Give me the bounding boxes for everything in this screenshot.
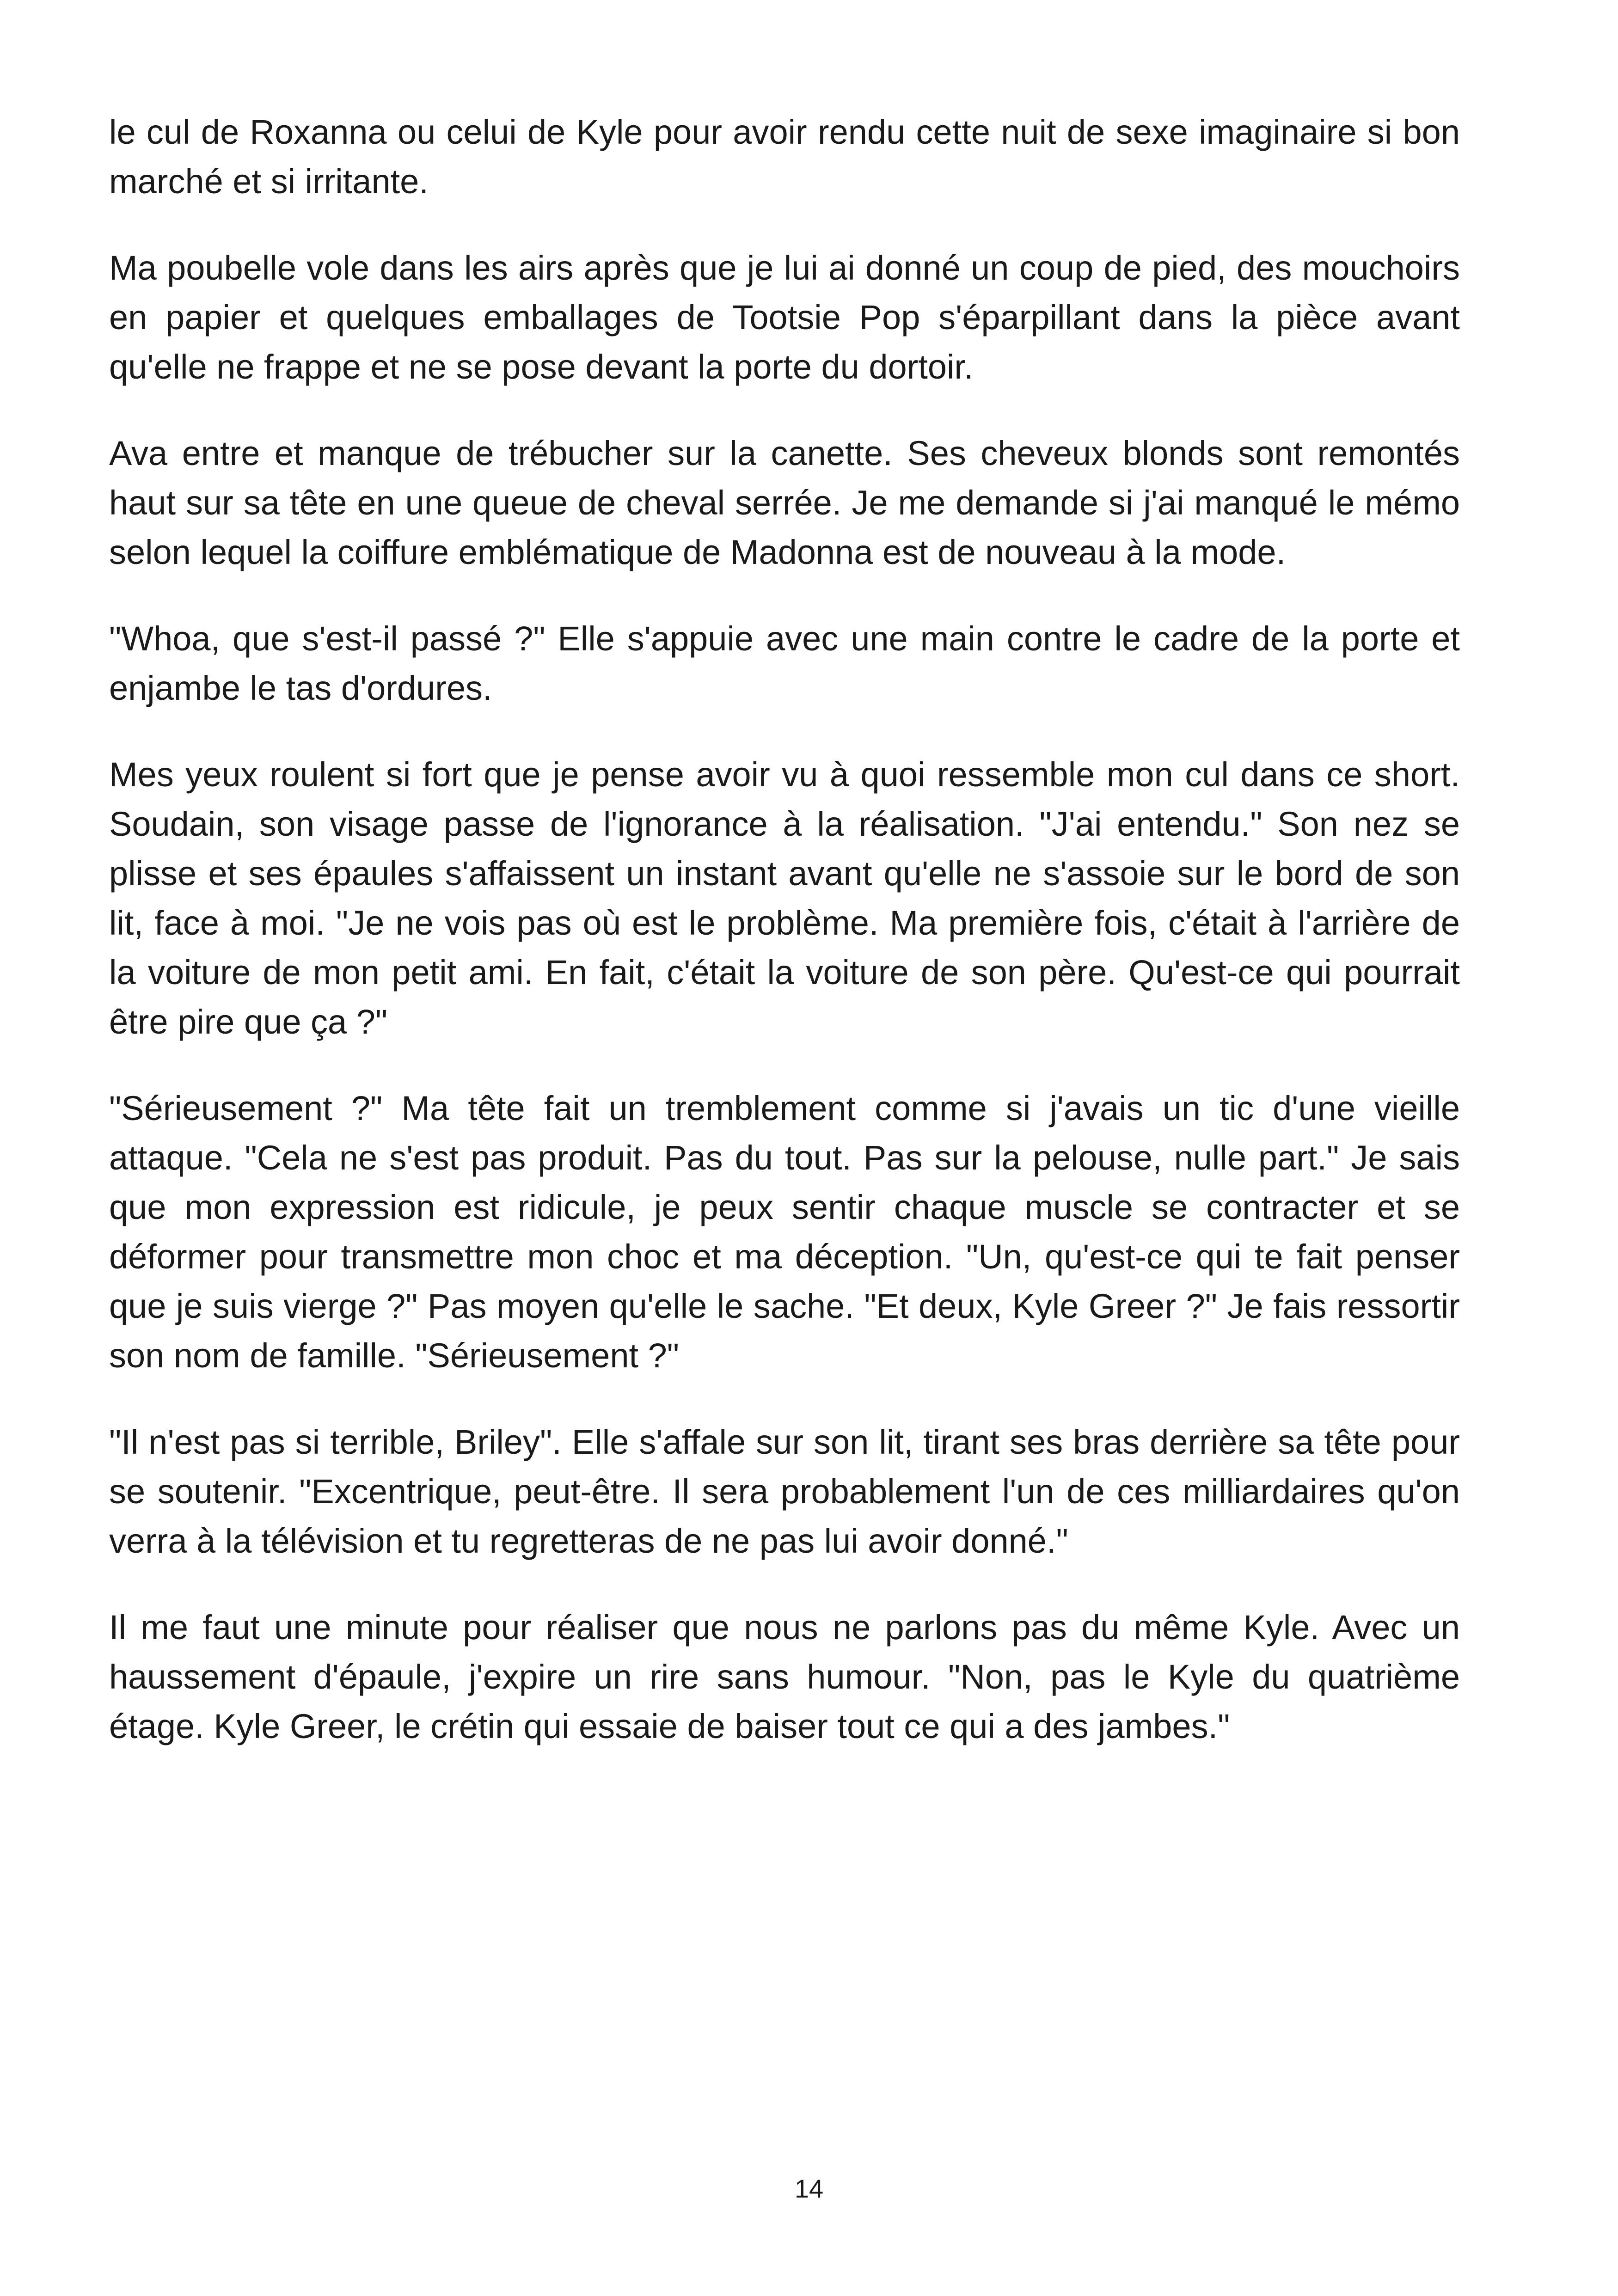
body-text: [109, 107, 1460, 1788]
paragraph: Ma poubelle vole dans les airs après que je lui ai donné un coup de pied, des mouchoirs en papier et quelques emballages de Tootsie Pop s'éparpillant dans la pièce avant qu'elle ne frappe et ne se pose devant la porte du dortoir.: [109, 249, 1460, 386]
paragraph: Il me faut une minute pour réaliser que nous ne parlons pas du même Kyle. Avec un haussement d'épaule, j'expire un rire sans humour. "Non, pas le Kyle du quatrième étage. Kyle Greer, le crétin qui essaie de baiser tout ce qui a des jambes.": [109, 1608, 1460, 1745]
paragraph: "Il n'est pas si terrible, Briley". Elle s'affale sur son lit, tirant ses bras derrière sa tête pour se soutenir. "Excentrique, peut-être. Il sera probablement l'un de ces milliardaires qu'on verra à la télévision et tu regretteras de ne pas lui avoir donné.": [109, 1423, 1460, 1560]
paragraph: Mes yeux roulent si fort que je pense avoir vu à quoi ressemble mon cul dans ce short. Soudain, son visage passe de l'ignorance à la réalisation. "J'ai entendu." Son nez se plisse et ses épaules s'affaissent un instant avant qu'elle ne s'assoie sur le bord de son lit, face à moi. "Je ne vois pas où est le problème. Ma première fois, c'était à l'arrière de la voiture de mon petit ami. En fait, c'était la voiture de son père. Qu'est-ce qui pourrait être pire que ça ?": [109, 755, 1460, 1041]
page-number: 14: [794, 2174, 824, 2203]
paragraph: "Sérieusement ?" Ma tête fait un tremblement comme si j'avais un tic d'une vieille attaque. "Cela ne s'est pas produit. Pas du tout. Pas sur la pelouse, nulle part." Je sais que mon expression est ridicule, je peux sentir chaque muscle se contracter et se déformer pour transmettre mon choc et ma déception. "Un, qu'est-ce qui te fait penser que je suis vierge ?" Pas moyen qu'elle le sache. "Et deux, Kyle Greer ?" Je fais ressortir son nom de famille. "Sérieusement ?": [109, 1089, 1460, 1375]
paragraph: Ava entre et manque de trébucher sur la canette. Ses cheveux blonds sont remontés haut sur sa tête en une queue de cheval serrée. Je me demande si j'ai manqué le mémo selon lequel la coiffure emblématique de Madonna est de nouveau à la mode.: [109, 434, 1460, 571]
paragraph: "Whoa, que s'est-il passé ?" Elle s'appuie avec une main contre le cadre de la porte et enjambe le tas d'ordures.: [109, 619, 1460, 707]
paragraph: le cul de Roxanna ou celui de Kyle pour avoir rendu cette nuit de sexe imaginaire si bon marché et si irritante.: [109, 113, 1460, 201]
